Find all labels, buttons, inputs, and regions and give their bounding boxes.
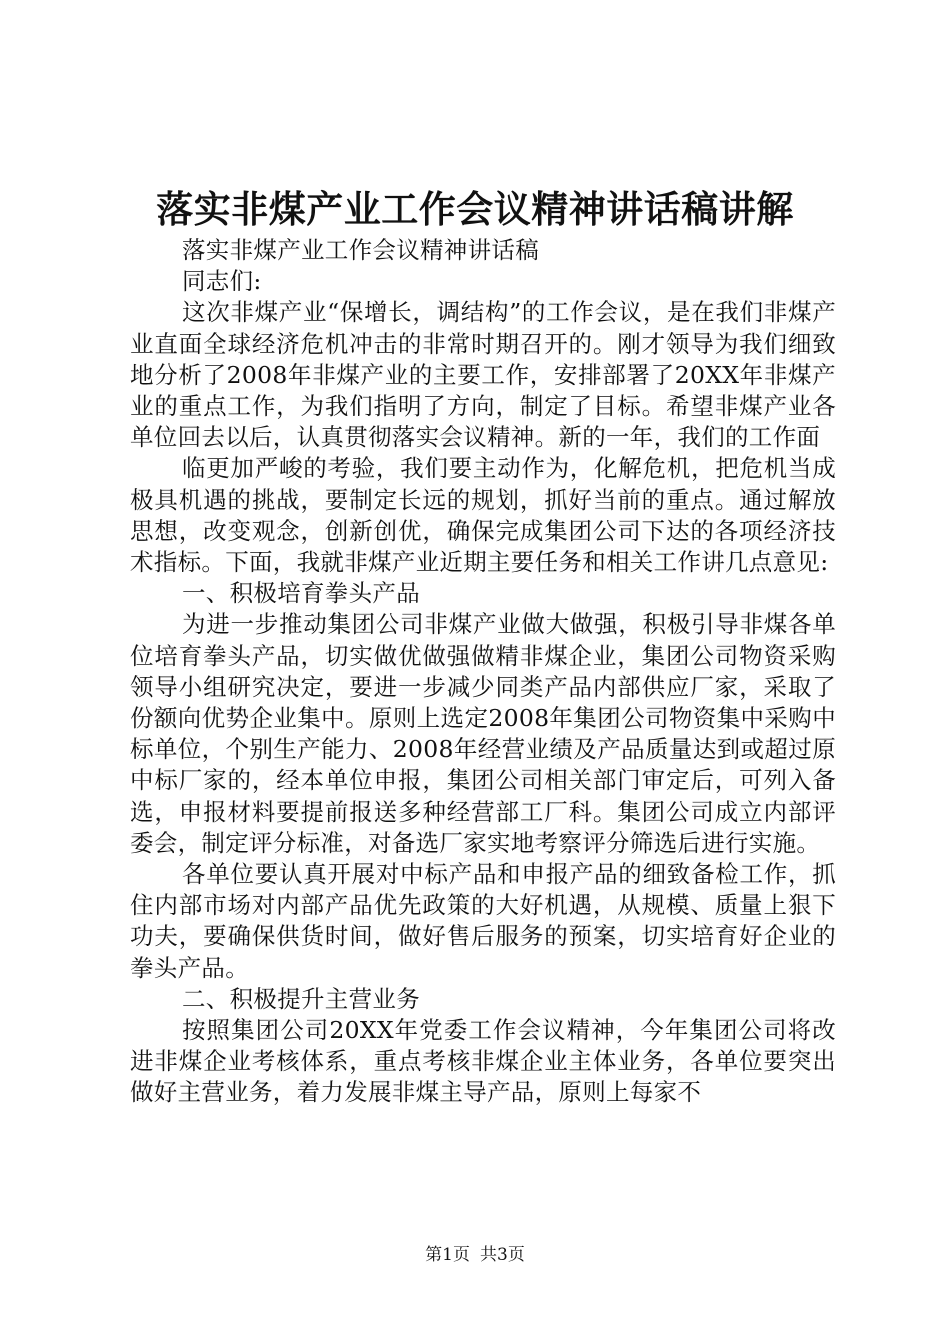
section-heading: 二、积极提升主营业务 xyxy=(182,984,420,1013)
page-number: 第1页 xyxy=(425,1245,470,1265)
salutation-paragraph: 同志们: xyxy=(182,267,262,296)
body-paragraph: 各单位要认真开展对中标产品和申报产品的细致备检工作，抓住内部市场对内部产品优先政策的大好机遇，从规模、质量上狠下功夫，要确保供货时间，做好售后服务的预案，切实培育好企业的拳头产品。 xyxy=(130,860,836,982)
body-paragraph: 按照集团公司20XX年党委工作会议精神，今年集团公司将改进非煤企业考核体系，重点考核非煤企业主体业务，各单位要突出做好主营业务，着力发展非煤主导产品，原则上每家不 xyxy=(130,1016,836,1107)
subtitle-paragraph: 落实非煤产业工作会议精神讲话稿 xyxy=(182,236,539,264)
section-heading: 一、积极培育拳头产品 xyxy=(182,579,420,608)
page-footer xyxy=(0,1243,950,1267)
page-total: 共3页 xyxy=(480,1245,525,1265)
body-paragraph: 为进一步推动集团公司非煤产业做大做强，积极引导非煤各单位培育拳头产品，切实做优做强做精非煤企业，集团公司物资采购领导小组研究决定，要进一步减少同类产品内部供应厂家，采取了份额向优势企业集中。原则上选定2008年集团公司物资集中采购中标单位，个别生产能力、2008年经营业绩及产品质量达到或超过原中标厂家的，经本单位申报，集团公司相关部门审定后，可列入备选，申报材料要提前报送多种经营部工厂科。集团公司成立内部评委会，制定评分标准，对备选厂家实地考察评分筛选后进行实施。 xyxy=(130,610,836,857)
document-title: 落实非煤产业工作会议精神讲话稿讲解 xyxy=(156,187,794,231)
document-body xyxy=(130,235,836,1109)
body-paragraph: 临更加严峻的考验，我们要主动作为，化解危机，把危机当成极具机遇的挑战，要制定长远的规划，抓好当前的重点。通过解放思想，改变观念，创新创优，确保完成集团公司下达的各项经济技术指标。下面，我就非煤产业近期主要任务和相关工作讲几点意见: xyxy=(130,454,836,577)
body-paragraph: 这次非煤产业“保增长，调结构”的工作会议，是在我们非煤产业直面全球经济危机冲击的非常时期召开的。刚才领导为我们细致地分析了2008年非煤产业的主要工作，安排部署了20XX年非煤产业的重点工作，为我们指明了方向，制定了目标。希望非煤产业各单位回去以后，认真贯彻落实会议精神。新的一年，我们的工作面 xyxy=(130,298,836,452)
